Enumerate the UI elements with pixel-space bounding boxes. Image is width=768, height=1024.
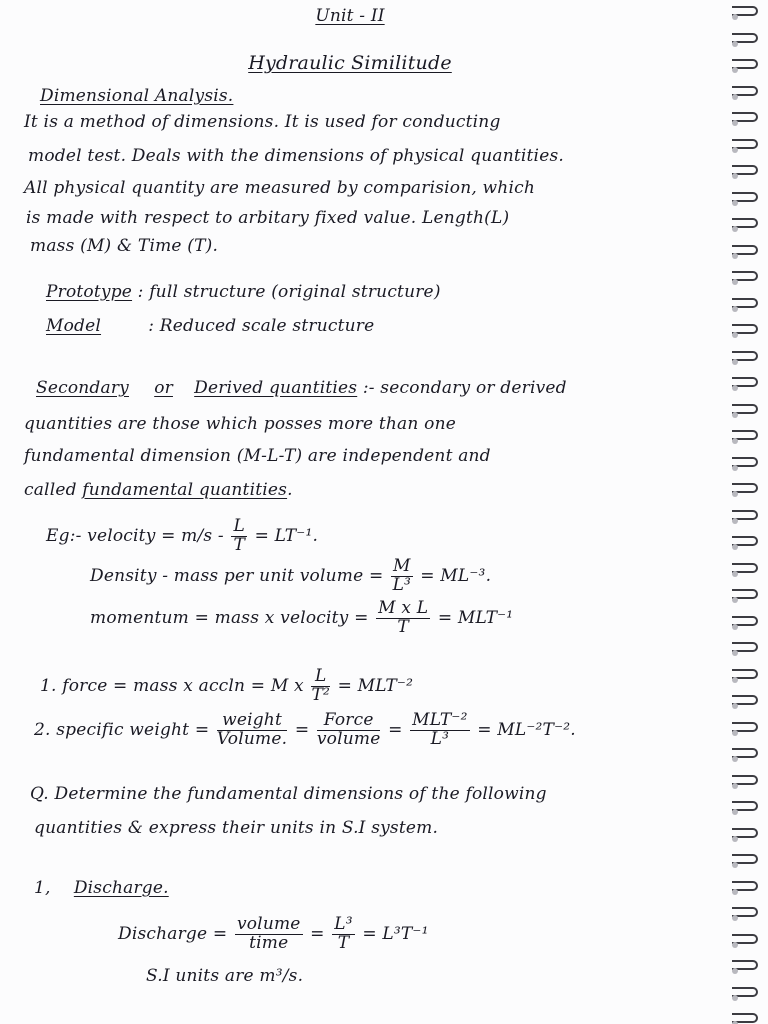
velocity-fraction bbox=[231, 518, 247, 555]
sw-fraction-1 bbox=[217, 712, 287, 749]
punch-hole bbox=[732, 253, 738, 259]
momentum-text: momentum = mass x velocity = bbox=[90, 607, 369, 628]
force-fraction bbox=[311, 668, 330, 705]
intro-line-4: is made with respect to arbitary fixed value. Length(L) bbox=[26, 208, 510, 228]
page-heading bbox=[0, 52, 700, 74]
punch-hole bbox=[732, 226, 738, 232]
specific-weight-text: 2. specific weight = bbox=[34, 719, 210, 740]
sw-num-1: weight bbox=[217, 712, 287, 731]
punch-hole bbox=[732, 730, 738, 736]
momentum-num: M x L bbox=[378, 598, 429, 618]
punch-hole bbox=[732, 624, 738, 630]
force-den: T² bbox=[311, 684, 330, 705]
secondary-term: Secondary bbox=[36, 378, 129, 398]
line-4-end: . bbox=[287, 480, 293, 500]
density-example bbox=[90, 558, 491, 595]
momentum-result: = MLT⁻¹ bbox=[437, 607, 514, 628]
prototype-text: : full structure (original structure) bbox=[137, 282, 441, 302]
momentum-den: T bbox=[397, 616, 409, 637]
punch-hole bbox=[732, 385, 738, 391]
punch-hole bbox=[732, 862, 738, 868]
momentum-fraction bbox=[376, 600, 430, 637]
discharge-num-2: L³ bbox=[334, 914, 353, 934]
velocity-num: L bbox=[233, 516, 245, 536]
punch-hole bbox=[732, 200, 738, 206]
punch-hole bbox=[732, 650, 738, 656]
or-word: or bbox=[154, 378, 173, 398]
punch-hole bbox=[732, 889, 738, 895]
discharge-equation bbox=[118, 916, 429, 953]
punch-hole bbox=[732, 809, 738, 815]
section-text: Dimensional Analysis. bbox=[40, 86, 234, 106]
punch-hole bbox=[732, 571, 738, 577]
discharge-den: time bbox=[249, 932, 289, 953]
prototype-definition bbox=[46, 282, 441, 302]
heading-text: Hydraulic Similitude bbox=[248, 52, 452, 74]
force-text: 1. force = mass x accln = M x bbox=[40, 675, 304, 696]
spiral-binding bbox=[728, 0, 768, 1024]
secondary-line-3: fundamental dimension (M-L-T) are independent and bbox=[24, 446, 491, 466]
discharge-result: = L³T⁻¹ bbox=[362, 923, 429, 944]
punch-hole bbox=[732, 147, 738, 153]
punch-hole bbox=[732, 677, 738, 683]
punch-hole bbox=[732, 597, 738, 603]
discharge-den-2: T bbox=[337, 932, 350, 953]
discharge-fraction-1 bbox=[235, 916, 303, 953]
density-num: M bbox=[393, 556, 411, 576]
item-marker: 1, bbox=[34, 878, 51, 898]
punch-hole bbox=[732, 836, 738, 842]
punch-hole bbox=[732, 544, 738, 550]
secondary-line-1-rest: :- secondary or derived bbox=[362, 378, 567, 398]
model-definition bbox=[46, 316, 374, 336]
momentum-example bbox=[90, 600, 513, 637]
sw-fraction-3 bbox=[410, 712, 469, 749]
punch-hole bbox=[732, 41, 738, 47]
section-title bbox=[40, 86, 233, 106]
density-fraction bbox=[391, 558, 413, 595]
punch-hole bbox=[732, 332, 738, 338]
punch-hole bbox=[732, 756, 738, 762]
punch-hole bbox=[732, 94, 738, 100]
punch-hole bbox=[732, 359, 738, 365]
unit-label: Unit - II bbox=[315, 6, 385, 26]
question-line-2: quantities & express their units in S.I system. bbox=[34, 818, 439, 838]
punch-hole bbox=[732, 915, 738, 921]
force-result: = MLT⁻² bbox=[337, 675, 414, 696]
punch-hole bbox=[732, 279, 738, 285]
punch-hole bbox=[732, 995, 738, 1001]
prototype-term: Prototype bbox=[46, 282, 133, 302]
punch-hole bbox=[732, 120, 738, 126]
derived-term: Derived quantities bbox=[194, 378, 358, 398]
punch-hole bbox=[732, 518, 738, 524]
punch-hole bbox=[732, 306, 738, 312]
discharge-heading bbox=[34, 878, 169, 898]
punch-hole bbox=[732, 703, 738, 709]
punch-hole bbox=[732, 465, 738, 471]
secondary-line-1 bbox=[36, 378, 567, 398]
intro-line-1: It is a method of dimensions. It is used for conducting bbox=[24, 112, 501, 132]
force-item bbox=[40, 668, 413, 705]
unit-title bbox=[0, 6, 700, 26]
discharge-title: Discharge. bbox=[73, 878, 169, 898]
sw-den-2: volume bbox=[316, 728, 381, 749]
model-text: : Reduced scale structure bbox=[148, 316, 375, 336]
punch-hole bbox=[732, 412, 738, 418]
punch-hole bbox=[732, 14, 738, 20]
force-num: L bbox=[311, 668, 330, 687]
velocity-result: = LT⁻¹. bbox=[254, 525, 319, 546]
secondary-line-2: quantities are those which posses more than one bbox=[24, 414, 456, 434]
density-text: Density - mass per unit volume = bbox=[90, 565, 384, 586]
question-line-1: Q. Determine the fundamental dimensions of the following bbox=[30, 784, 547, 804]
sw-den-3: L³ bbox=[430, 728, 450, 749]
punch-hole bbox=[732, 491, 738, 497]
called-word: called bbox=[24, 480, 77, 500]
discharge-lhs: Discharge = bbox=[118, 923, 228, 944]
punch-hole bbox=[732, 173, 738, 179]
punch-hole bbox=[732, 968, 738, 974]
sw-num-3: MLT⁻² bbox=[412, 710, 468, 730]
specific-weight-item: 2. specific weight = $\frac{\text{weight}}{\text{Volume.}}$ = $\frac{\text{Force}}{\text{volume}}$ = $\frac{\text{MLT⁻²}}{\text{L³}}$ = ML⁻²T⁻². bbox=[34, 710, 576, 749]
density-den: L³ bbox=[392, 574, 412, 595]
velocity-text: Eg:- velocity = m/s - bbox=[46, 525, 224, 546]
intro-line-3: All physical quantity are measured by comparision, which bbox=[24, 178, 535, 198]
sw-den-1: Volume. bbox=[216, 728, 288, 749]
discharge-fraction-2 bbox=[332, 916, 355, 953]
secondary-line-4 bbox=[24, 480, 293, 500]
velocity-example bbox=[46, 518, 318, 555]
equals-sign: = bbox=[310, 923, 325, 944]
intro-line-2: model test. Deals with the dimensions of physical quantities. bbox=[28, 146, 564, 166]
discharge-num: volume bbox=[236, 914, 301, 934]
intro-line-5: mass (M) & Time (T). bbox=[30, 236, 219, 256]
punch-hole bbox=[732, 942, 738, 948]
sw-num-2: Force bbox=[317, 712, 381, 731]
sw-fraction-2 bbox=[317, 712, 381, 749]
fundamental-quantities-term: fundamental quantities bbox=[82, 480, 288, 500]
punch-hole bbox=[732, 783, 738, 789]
punch-hole bbox=[732, 67, 738, 73]
si-units-line: S.I units are m³/s. bbox=[146, 966, 304, 986]
velocity-den: T bbox=[233, 534, 245, 555]
model-term: Model bbox=[46, 316, 102, 336]
density-result: = ML⁻³. bbox=[420, 565, 492, 586]
sw-result: = ML⁻²T⁻². bbox=[477, 719, 576, 740]
punch-hole bbox=[732, 438, 738, 444]
